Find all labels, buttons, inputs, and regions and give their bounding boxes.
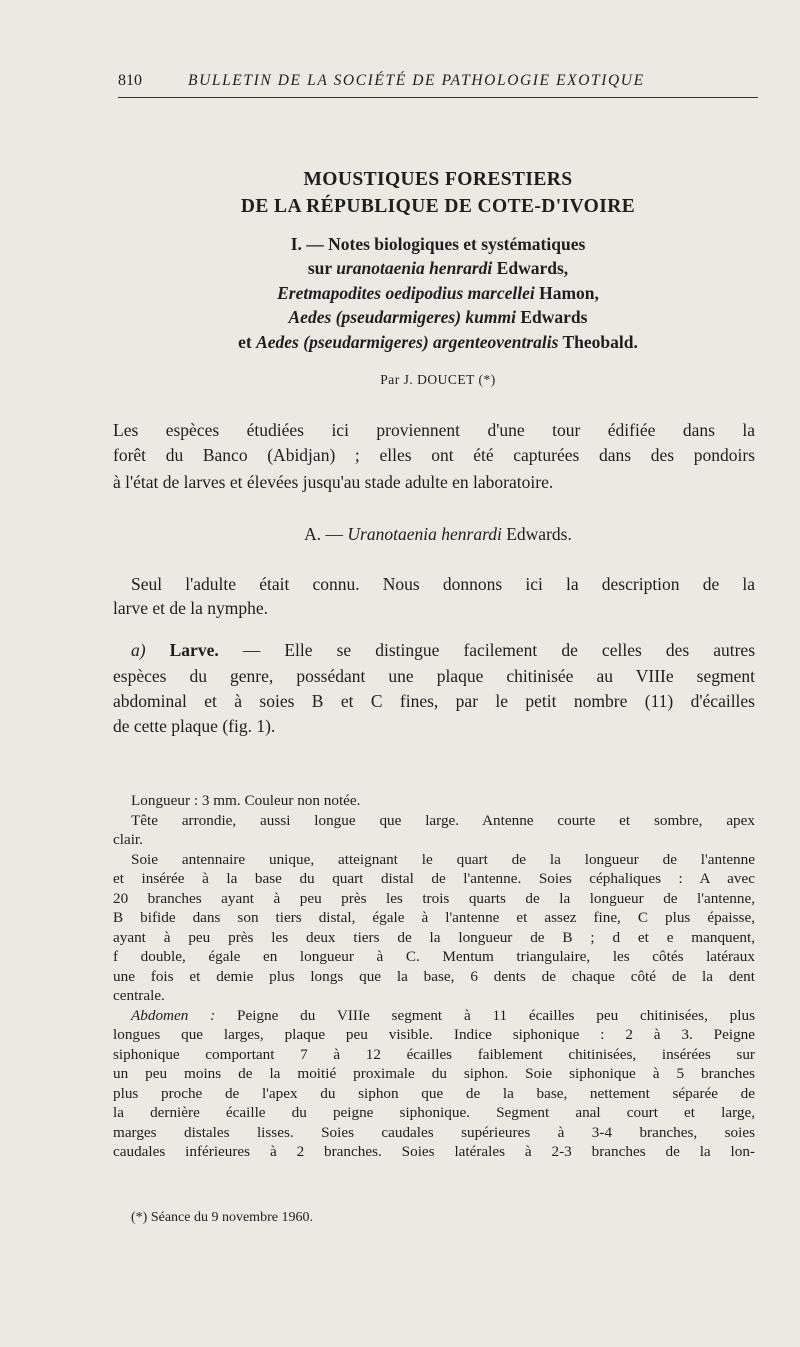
description-line: centrale.: [113, 987, 165, 1004]
intro-line: forêt du Banco (Abidjan) ; elles ont été capturées dans des pondoirs: [113, 445, 755, 465]
abdomen-line: un peu moins de la moitié proximale du siphon. Soie siphonique à 5 branches: [113, 1065, 755, 1082]
abdomen-line: caudales inférieures à 2 branches. Soies latérales à 2-3 branches de la lon-: [113, 1143, 755, 1160]
description-line: 20 branches ayant à peu près les trois quarts de la longueur de l'antenne,: [113, 890, 755, 907]
description-line: Soie antennaire unique, atteignant le quart de la longueur de l'antenne: [131, 851, 755, 868]
subtitle-text: Theobald.: [558, 332, 638, 352]
larva-para-line: abdominal et à soies B et C fines, par le petit nombre (11) d'écailles: [113, 691, 755, 711]
page-number: 810: [118, 72, 142, 89]
intro-line: Les espèces étudiées ici proviennent d'une tour édifiée dans la: [113, 420, 755, 440]
subtitle-text: Hamon,: [534, 283, 599, 303]
subtitle-text: I. — Notes biologiques et systématiques: [290, 234, 586, 254]
subtitle-text: sur: [307, 258, 337, 278]
larva-para-line: [131, 640, 755, 661]
adult-para-line: Seul l'adulte était connu. Nous donnons ici la description de la: [131, 574, 755, 594]
larva-text: — Elle se distingue facilement de celles des autres: [218, 640, 756, 660]
species-name: Uranotaenia henrardi: [347, 524, 502, 544]
abdomen-label: Abdomen :: [131, 1007, 216, 1024]
subtitle-text: et: [238, 332, 257, 352]
subtitle-text: Edwards,: [492, 258, 569, 278]
abdomen-line: marges distales lisses. Soies caudales supérieures à 3-4 branches, soies: [113, 1124, 755, 1141]
description-line: une fois et demie plus longs que la base, 6 dents de chaque côté de la dent: [113, 968, 755, 985]
abdomen-line: la dernière écaille du peigne siphonique. Segment anal court et large,: [113, 1104, 755, 1121]
species-name: uranotaenia henrardi: [336, 258, 493, 278]
description-line: f double, égale en longueur à C. Mentum triangulaire, les côtés latéraux: [113, 948, 755, 965]
description-line: Longueur : 3 mm. Couleur non notée.: [131, 792, 361, 809]
running-title: BULLETIN DE LA SOCIÉTÉ DE PATHOLOGIE EXOTIQUE: [188, 72, 645, 89]
species-name: Aedes (pseudarmigeres) kummi: [288, 307, 516, 327]
section-heading-text: Edwards.: [501, 524, 572, 544]
subtitle-line-4: [118, 307, 758, 328]
section-heading-text: A. —: [304, 524, 348, 544]
description-line: ayant à peu près les deux tiers de la longueur de B ; d et e manquent,: [113, 929, 755, 946]
species-name: Eretmapodites oedipodius marcellei: [277, 283, 535, 303]
subtitle-line-2: [118, 258, 758, 279]
description-line: Tête arrondie, aussi longue que large. Antenne courte et sombre, apex: [131, 812, 755, 829]
subtitle-line-1: [118, 234, 758, 255]
abdomen-line: [131, 1007, 755, 1025]
abdomen-text: Peigne du VIIIe segment à 11 écailles peu chitinisées, plus: [215, 1007, 755, 1024]
species-name: Aedes (pseudarmigeres) argenteoventralis: [256, 332, 559, 352]
subtitle-text: Edwards: [516, 307, 588, 327]
description-line: et insérée à la base du quart distal de l'antenne. Soies céphaliques : A avec: [113, 870, 755, 887]
larva-para-line: espèces du genre, possédant une plaque chitinisée au VIIIe segment: [113, 666, 755, 686]
larva-heading: Larve.: [145, 640, 219, 660]
article-title-line-1: MOUSTIQUES FORESTIERS: [303, 169, 573, 190]
description-line: clair.: [113, 831, 143, 848]
larva-para-line: de cette plaque (fig. 1).: [113, 716, 276, 736]
footnote: (*) Séance du 9 novembre 1960.: [131, 1210, 313, 1225]
article-title-line-2: DE LA RÉPUBLIQUE DE COTE-D'IVOIRE: [240, 196, 636, 217]
author-line: Par J. DOUCET (*): [380, 372, 496, 387]
page-header: [118, 72, 758, 96]
abdomen-line: siphonique comportant 7 à 12 écailles faiblement chitinisées, insérées sur: [113, 1046, 755, 1063]
subtitle-line-5: [118, 332, 758, 353]
header-rule: [118, 97, 758, 98]
abdomen-line: plus proche de l'apex du siphon que de la base, nettement séparée de: [113, 1085, 755, 1102]
subtitle-line-3: [118, 283, 758, 304]
abdomen-line: longues que larges, plaque peu visible. Indice siphonique : 2 à 3. Peigne: [113, 1026, 755, 1043]
larva-label: a): [131, 640, 146, 660]
description-line: B bifide dans son tiers distal, égale à l'antenne et assez fine, C plus épaisse,: [113, 909, 755, 926]
intro-line: à l'état de larves et élevées jusqu'au stade adulte en laboratoire.: [113, 472, 554, 492]
section-heading-a: [118, 524, 758, 545]
adult-para-line: larve et de la nymphe.: [113, 598, 269, 618]
